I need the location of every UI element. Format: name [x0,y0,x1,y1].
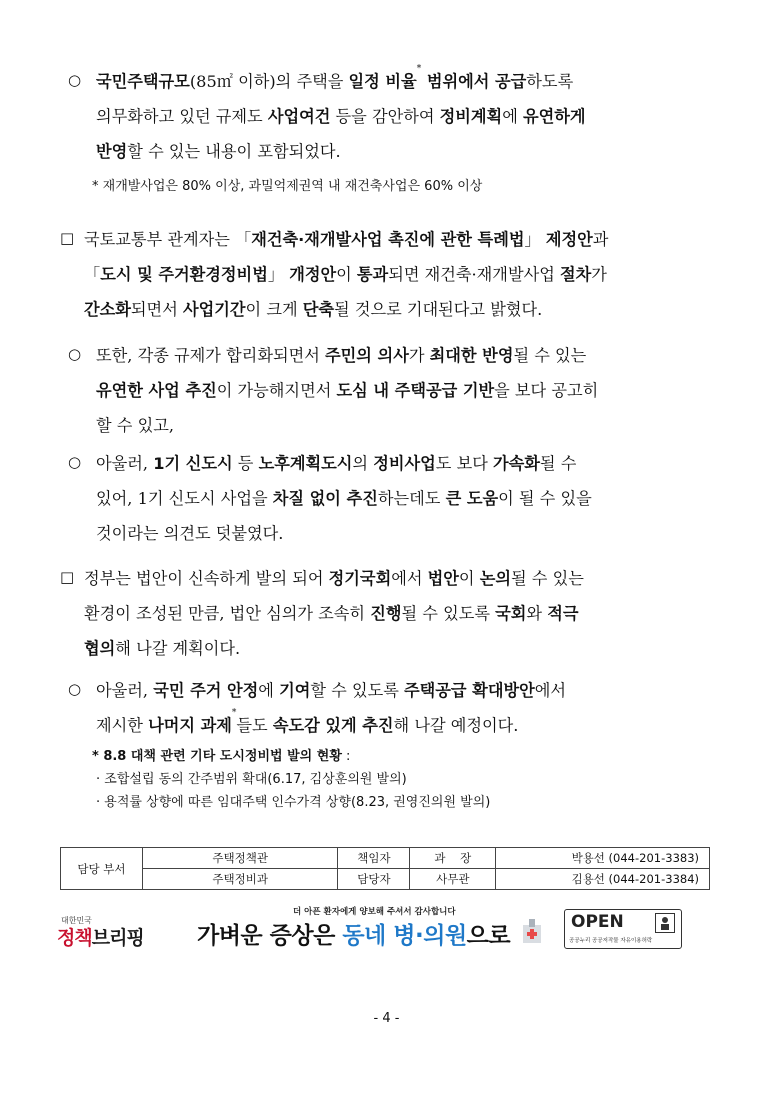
paragraph-supply-plan [96,673,566,743]
page-number: - 4 - [373,1011,400,1026]
text-line: 국토교통부 관계자는 「재건축·재개발사업 촉진에 관한 특례법」 제정안과 [84,230,609,249]
ad-headline: 가벼운 증상은 동네 병·의원으로 [197,923,511,949]
dept-label-cell: 담당 부서 [61,848,143,890]
ad-subtitle: 더 아픈 환자에게 양보해 주셔서 감사합니다 [293,907,456,917]
bullet-marker: ○ [68,71,82,89]
open-license-caption: 공공누리 공공저작물 자유이용허락 [569,938,653,944]
hospital-icon [517,917,547,947]
logo-caption: 대한민국 [61,916,92,925]
text-line: 간소화되면서 사업기간이 크게 단축될 것으로 기대된다고 밝혔다. [84,300,543,319]
text-line: 「도시 및 주거환경정비법」 개정안이 통과되면 재건축·재개발사업 절차가 [84,265,607,284]
paragraph-new-towns [96,446,592,551]
dept-cell: 주택정책관 [142,848,338,869]
policy-briefing-logo[interactable]: 정책브리핑 [57,927,144,949]
text-line: 정부는 법안이 신속하게 발의 되어 정기국회에서 법안이 논의될 수 있는 [84,569,584,588]
footnote-ratio: * 재개발사업은 80% 이상, 과밀억제권역 내 재건축사업은 60% 이상 [92,179,483,194]
bullet-marker: ○ [68,453,82,471]
box-marker: □ [60,229,75,247]
contact-table [60,847,710,890]
bullet-marker: ○ [68,345,82,363]
text-line: 아울러, 1기 신도시 등 노후계획도시의 정비사업도 보다 가속화될 수 [96,454,577,473]
person-cell: 박용선 (044-201-3383) [496,848,710,869]
open-license-badge [564,909,682,949]
text-line: 또한, 각종 규제가 합리화되면서 주민의 의사가 최대한 반영될 수 있는 [96,346,587,365]
text-line: 아울러, 국민 주거 안정에 기여할 수 있도록 주택공급 확대방안에서 [96,681,567,700]
text-line: 것이라는 의견도 덧붙였다. [96,524,284,543]
text-line: 반영할 수 있는 내용이 포함되었다. [96,142,341,161]
text-line: 국민주택규모(85㎡ 이하)의 주택을 일정 비율* 범위에서 공급하도록 [96,64,574,91]
footnote-bill-item: · 조합설립 동의 간주범위 확대(6.17, 김상훈의원 발의) [96,772,407,787]
person-cell: 김용선 (044-201-3384) [496,869,710,890]
text-line: 할 수 있고, [96,416,174,435]
text-line: 제시한 나머지 과제*들도 속도감 있게 추진해 나갈 예정이다. [96,708,519,735]
box-marker: □ [60,568,75,586]
paragraph-government-plan [84,561,584,666]
paragraph-ministry-statement [84,222,608,327]
text-line: 협의해 나갈 계획이다. [84,639,241,658]
dept-cell: 주택정비과 [142,869,338,890]
open-word: OPEN [571,912,624,932]
table-row [61,869,710,890]
table-row [61,848,710,869]
role-cell: 담당자 [338,869,410,890]
text-line: 환경이 조성된 만큼, 법안 심의가 조속히 진행될 수 있도록 국회와 적극 [84,604,579,623]
role-cell: 책임자 [338,848,410,869]
footnote-bill-item: · 용적률 상향에 따른 임대주택 인수가격 상향(8.23, 권영진의원 발의) [96,795,491,810]
paragraph-rationalization [96,338,598,443]
person-icon [655,913,675,933]
bullet-marker: ○ [68,680,82,698]
paragraph-regulation [96,64,586,169]
title-cell: 사무관 [410,869,496,890]
footnote-bill-status-title: * 8.8 대책 관련 기타 도시정비법 발의 현황 : [92,749,351,764]
text-line: 유연한 사업 추진이 가능해지면서 도심 내 주택공급 기반을 보다 공고히 [96,381,599,400]
title-cell: 과 장 [410,848,496,869]
text-line: 있어, 1기 신도시 사업을 차질 없이 추진하는데도 큰 도움이 될 수 있을 [96,489,592,508]
footer-banner [57,903,689,951]
text-line: 의무화하고 있던 규제도 사업여건 등을 감안하여 정비계획에 유연하게 [96,107,586,126]
